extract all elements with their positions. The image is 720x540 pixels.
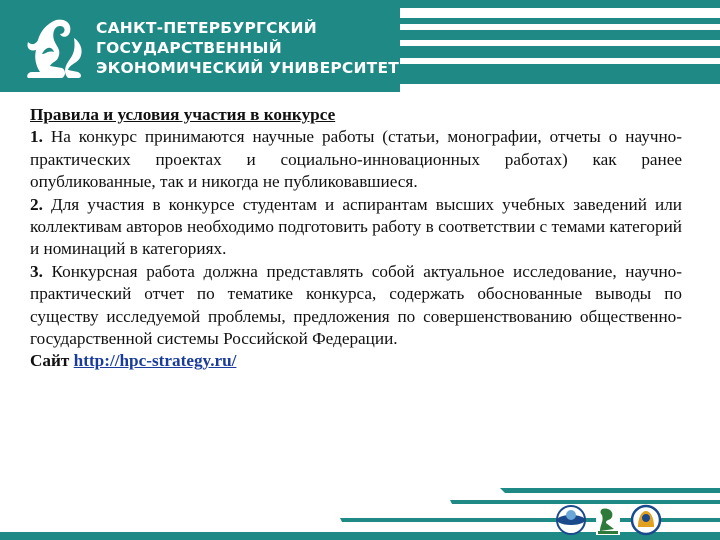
university-name-line-3: ЭКОНОМИЧЕСКИЙ УНИВЕРСИТЕТ	[96, 59, 400, 77]
rule-number: 3.	[30, 261, 43, 281]
rule-number: 2.	[30, 194, 43, 214]
footer-logos	[556, 503, 666, 537]
rule-text: На конкурс принимаются научные работы (статьи, монографии, отчеты о научно-практических проектах и социально-инновационных работах) как ранее опубликованные, так и никогда не публиковавшиеся.	[30, 127, 682, 192]
contest-rules	[30, 104, 682, 373]
griffin-emblem-icon	[596, 505, 620, 535]
rule-item-1	[30, 126, 682, 193]
rule-item-3	[30, 261, 682, 351]
university-name	[96, 18, 399, 78]
globe-emblem-icon	[557, 506, 585, 534]
rule-text: Для участия в конкурсе студентам и аспирантам высших учебных заведений или коллективам авторов необходимо подготовить работу в соответствии с темами категорий и номинаций в категориях.	[30, 194, 682, 259]
rule-number: 1.	[30, 127, 43, 147]
rules-heading: Правила и условия участия в конкурсе	[30, 105, 336, 124]
header	[0, 0, 720, 92]
university-name-line-2: ГОСУДАРСТВЕННЫЙ	[96, 39, 282, 57]
hands-emblem-icon	[632, 506, 660, 534]
university-name-line-1: САНКТ-ПЕТЕРБУРГСКИЙ	[96, 19, 317, 37]
rule-text: Конкурсная работа должна представлять собой актуальное исследование, научно-практический отчет по тематике конкурса, содержать обоснованные выводы по существу исследуемой проблемы, предложения по совершенствованию общественно-государственной системы Российской Федерации.	[30, 261, 682, 349]
griffin-logo-icon	[22, 16, 88, 82]
site-line	[30, 350, 682, 372]
site-link[interactable]: http://hpc-strategy.ru/	[73, 351, 237, 371]
rule-item-2	[30, 194, 682, 261]
site-label: Сайт	[30, 351, 70, 371]
